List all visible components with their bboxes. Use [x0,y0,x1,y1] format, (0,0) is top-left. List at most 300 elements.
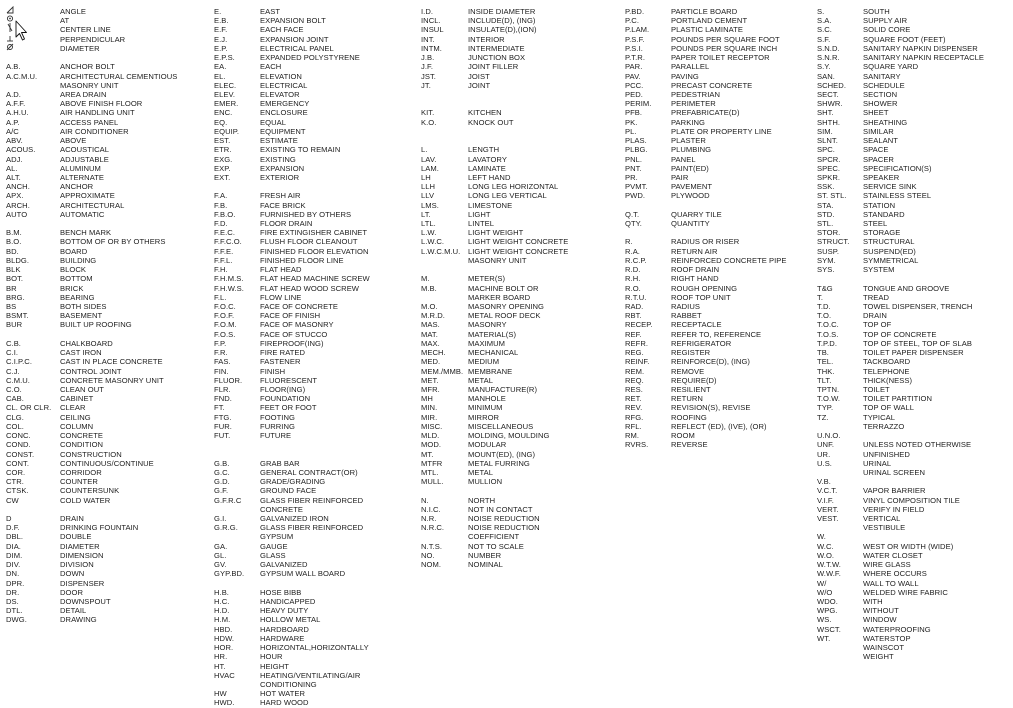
abbreviation: L.W. [421,228,437,238]
definition: GENERAL CONTRACT(OR) [260,467,358,477]
definition: RECEPTACLE [671,320,722,330]
definition: DRAIN [60,514,84,524]
definition: FIREPROOF(ING) [260,338,324,348]
abbreviation: A/C [6,126,19,136]
abbreviation: N. [421,495,429,505]
definition: REFLECT (ED), (IVE), (OR) [671,421,767,431]
definition: PLASTER [671,136,706,146]
definition: STATION [863,200,896,210]
abbreviation: R.D. [625,265,641,275]
definition: BOARD [60,246,88,256]
definition: ROOF DRAIN [671,265,720,275]
abbreviation: T&G [817,283,833,293]
abbreviation: U.N.O. [817,431,841,441]
definition: ARCHITECTURAL CEMENTIOUS [60,71,178,81]
abbreviation: W.C. [817,541,834,551]
definition: STANDARD [863,209,905,219]
abbreviation: MECH. [421,348,446,358]
definition: MINIMUM [468,403,503,413]
abbreviation: FIN. [214,366,229,376]
abbreviation: SECT. [817,89,839,99]
definition: JOINT [468,80,491,90]
definition: CORRIDOR [60,467,102,477]
abbreviation: SUSP. [817,246,840,256]
abbreviation: MIR. [421,412,438,422]
abbreviation: SPCR. [817,154,841,164]
definition: AIR CONDITIONER [60,126,129,136]
definition: COLUMN [60,421,94,431]
definition: GLASS FIBER REINFORCED [260,495,364,505]
definition: TACKBOARD [863,357,911,367]
abbreviation: S.A. [817,16,832,26]
abbreviation: DN. [6,569,20,579]
definition: CLEAR [60,403,86,413]
definition: HEATING/VENTILATING/AIR [260,670,361,680]
abbreviation: MAX. [421,338,440,348]
abbreviation: LT. [421,209,431,219]
abbreviation: TPTN. [817,384,840,394]
abbreviation: MTL. [421,467,439,477]
definition: MACHINE BOLT OR [468,283,539,293]
abbreviation: TEL. [817,357,834,367]
definition: CENTER LINE [60,25,111,35]
abbreviation: B.M. [6,228,22,238]
abbreviation: DWG. [6,615,27,625]
abbreviation: BLK [6,265,21,275]
definition: LIGHT WEIGHT [468,228,524,238]
abbreviation: G.R.G. [214,523,238,533]
definition: BOTTOM OF OR BY OTHERS [60,237,166,247]
definition: SERVICE SINK [863,182,917,192]
definition: FLOOR DRAIN [260,219,313,229]
definition: EXTERIOR [260,172,300,182]
abbreviation: INT. [421,34,435,44]
abbreviation: VERT. [817,504,839,514]
abbreviation: P.T.R. [625,53,645,63]
definition: MISCELLANEOUS [468,421,534,431]
definition: ALTERNATE [60,172,105,182]
abbreviation: AUTO [6,209,28,219]
abbreviation: SIM. [817,126,833,136]
definition: PRECAST CONCRETE [671,80,753,90]
definition: STORAGE [863,228,901,238]
abbreviation: H.B. [214,587,229,597]
abbreviation: H.C. [214,597,230,606]
abbreviation: LLH [421,182,436,192]
abbreviation: REV. [625,403,643,413]
abbreviation: MAS. [421,320,440,330]
definition: SCHEDULE [863,80,905,90]
definition: ENCLOSURE [260,108,308,118]
definition: EXPANSION JOINT [260,34,329,44]
abbreviation: I.D. [421,7,434,16]
abbreviation: BRG. [6,292,25,302]
definition: TERRAZZO [863,421,905,431]
abbreviation: NOM. [421,560,442,570]
definition: EXPANSION BOLT [260,16,326,26]
definition: MATERIAL(S) [468,329,517,339]
definition: CONTINUOUS/CONTINUE [60,458,154,468]
abbreviation: PNT. [625,163,642,173]
abbreviation: J.B. [421,53,435,63]
abbreviation: DTL. [6,606,23,616]
definition: SUPPLY AIR [863,16,908,26]
definition: PAINT(ED) [671,163,709,173]
definition: WITHOUT [863,606,899,616]
definition: DOWNSPOUT [60,597,111,606]
abbreviation: S.Y. [817,62,831,72]
abbreviation: N.R. [421,514,437,524]
angle-symbol-icon [4,5,30,53]
abbreviation: P.BD. [625,7,645,16]
definition: CHALKBOARD [60,338,113,348]
abbreviation: VEST. [817,514,839,524]
definition: VERIFY IN FIELD [863,504,925,514]
definition: HARDBOARD [260,624,309,634]
definition: TOWEL DISPENSER, TRENCH [863,302,973,311]
definition: SHEATHING [863,117,908,127]
definition: SANITARY NAPKIN RECEPTACLE [863,53,985,63]
abbreviation: V.C.T. [817,486,838,496]
abbreviation: F.D. [214,219,228,229]
definition: BRICK [60,283,84,293]
definition: REINFORCED CONCRETE PIPE [671,255,787,265]
definition: VESTIBULE [863,523,906,533]
abbreviation: CTSK. [6,486,29,496]
definition: WEST OR WIDTH (WIDE) [863,541,954,551]
abbreviation: ENC. [214,108,233,118]
definition: DIAMETER [60,43,100,53]
definition: FINISHED FLOOR ELEVATION [260,246,369,256]
definition: SPEAKER [863,172,900,182]
abbreviation: N.T.S. [421,541,442,551]
definition: MASONRY UNIT [468,255,527,265]
abbreviation: TLT. [817,375,832,385]
abbreviation: WPG. [817,606,838,616]
definition: QUARRY TILE [671,209,722,219]
definition: PAVEMENT [671,182,713,192]
definition: SPACER [863,154,894,164]
abbreviation: STD. [817,209,835,219]
abbreviation: D.F. [6,523,20,533]
abbreviation: CONST. [6,449,35,459]
abbreviation: REM. [625,366,645,376]
abbreviation: BR [6,283,17,293]
definition: MIRROR [468,412,500,422]
definition: STEEL [863,219,888,229]
abbreviation: RFL. [625,421,642,431]
abbreviation: GL. [214,550,227,560]
abbreviation: PWD. [625,191,646,201]
abbreviation: U.S. [817,458,832,468]
abbreviation: ALT. [6,172,21,182]
abbreviation: P.LAM. [625,25,650,35]
abbreviation: F.F.E. [214,246,234,256]
abbreviation: FTG. [214,412,232,422]
abbreviation: PCC. [625,80,644,90]
abbreviation: MT. [421,449,434,459]
definition: SQUARE YARD [863,62,919,72]
abbreviation: T.D. [817,302,831,311]
abbreviation: G.B. [214,458,230,468]
definition: FLAT HEAD WOOD SCREW [260,283,360,293]
definition: SYSTEM [863,265,895,275]
definition: LIMESTONE [468,200,513,210]
abbreviation: K.O. [421,117,437,127]
definition: TOP OF CONCRETE [863,329,937,339]
abbreviation: BUR [6,320,23,330]
abbreviation: SHT. [817,108,834,118]
definition: BEARING [60,292,95,302]
abbreviation: M.B. [421,283,437,293]
abbreviation: MET. [421,375,439,385]
definition: SPECIFICATION(S) [863,163,932,173]
abbreviation: PL. [625,126,637,136]
abbreviation: W/ [817,578,827,588]
definition: SANITARY [863,71,901,81]
definition: KNOCK OUT [468,117,514,127]
definition: RETURN AIR [671,246,718,256]
abbreviation: H.D. [214,606,230,616]
abbreviation: P.S.I. [625,43,643,53]
definition: ROOM [671,431,695,441]
abbreviation: LTL. [421,219,436,229]
definition: QUANTITY [671,219,710,229]
definition: FIRE RATED [260,348,306,358]
definition: ROOFING [671,412,707,422]
abbreviation: NO. [421,550,435,560]
definition: EXISTING [260,154,296,164]
abbreviation: ETR. [214,145,232,155]
abbreviation: T.P.D. [817,338,837,348]
abbreviation: SSK. [817,182,835,192]
definition: ABOVE FINISH FLOOR [60,99,143,109]
definition: ACCESS PANEL [60,117,119,127]
definition: HOUR [260,652,283,662]
definition: FLAT HEAD [260,265,302,275]
abbreviation: MH [421,394,433,404]
definition: RADIUS [671,302,700,311]
definition: MARKER BOARD [468,292,531,302]
definition: NOISE REDUCTION [468,523,540,533]
abbreviation: STRUCT. [817,237,850,247]
definition: PARALLEL [671,62,710,72]
definition: POUNDS PER SQUARE INCH [671,43,778,53]
definition: REQUIRE(D) [671,375,717,385]
abbreviation: P.S.F. [625,34,645,44]
abbreviation: TYP. [817,403,834,413]
symbol-glyphs [4,5,30,53]
abbreviation: ARCH. [6,200,30,210]
abbreviation: T.O.W. [817,394,841,404]
definition: RADIUS OR RISER [671,237,740,247]
abbreviation: MAT. [421,329,438,339]
definition: EACH FACE [260,25,304,35]
definition: COUNTERSUNK [60,486,120,496]
abbreviation: RBT. [625,311,642,321]
abbreviation: R.H. [625,274,641,284]
definition: PORTLAND CEMENT [671,16,748,26]
abbreviation: ELEC. [214,80,237,90]
abbreviation: RECEP. [625,320,653,330]
definition: PLASTIC LAMINATE [671,25,743,35]
abbreviation: L. [421,145,428,155]
definition: WATERPROOFING [863,624,931,634]
definition: TYPICAL [863,412,896,422]
definition: APPROXIMATE [60,191,115,201]
abbreviation: HR. [214,652,228,662]
abbreviation: R.T.U. [625,292,647,302]
definition: CEILING [60,412,91,422]
abbreviation: EXP. [214,163,231,173]
abbreviation: B.O. [6,237,22,247]
definition: SUSPEND(ED) [863,246,916,256]
abbreviation: BOT. [6,274,24,284]
definition: FASTENER [260,357,301,367]
abbreviation: HOR. [214,643,234,653]
definition: URINAL SCREEN [863,467,925,477]
abbreviation: R. [625,237,633,247]
definition: NUMBER [468,550,502,560]
abbreviation: SYM. [817,255,836,265]
abbreviation: EL. [214,71,226,81]
abbreviation: F.H. [214,265,228,275]
definition: LAVATORY [468,154,507,164]
definition: WALL TO WALL [863,578,919,588]
definition: UNFINISHED [863,449,910,459]
definition: GLASS FIBER REINFORCED [260,523,364,533]
definition: WATER CLOSET [863,550,923,560]
definition: PLYWOOD [671,191,710,201]
abbreviation: W/O [817,587,833,597]
abbreviation: STL. [817,219,834,229]
abbreviation: E.J. [214,34,228,44]
abbreviation: MTFR [421,458,443,468]
definition: LIGHT WEIGHT CONCRETE [468,237,569,247]
definition: ABOVE [60,136,87,146]
definition: FOUNDATION [260,394,311,404]
definition: EXISTING TO REMAIN [260,145,341,155]
abbreviation: REFR. [625,338,649,348]
abbreviation: DIV. [6,560,21,570]
definition: FEET OR FOOT [260,403,317,413]
abbreviation: R.C.P. [625,255,647,265]
definition: SYMMETRICAL [863,255,919,265]
definition: CONDITIONING [260,679,317,689]
abbreviation: KIT. [421,108,435,118]
abbreviation: F.O.C. [214,302,236,311]
abbreviation: CAB. [6,394,24,404]
abbreviation: ST. STL. [817,191,847,201]
abbreviation: FLUOR. [214,375,243,385]
abbreviation: F.B.O. [214,209,236,219]
definition: EQUIPMENT [260,126,306,136]
definition: PLUMBING [671,145,712,155]
abbreviation: JST. [421,71,436,81]
definition: GRADE/GRADING [260,477,326,487]
definition: LONG LEG VERTICAL [468,191,547,201]
abbreviation: RFG. [625,412,644,422]
abbreviation: L.W.C. [421,237,445,247]
abbreviation: F.B. [214,200,228,210]
abbreviation: EXG. [214,154,233,164]
definition: EACH [260,62,282,72]
definition: HOSE BIBB [260,587,302,597]
abbreviation: F.P. [214,338,227,348]
definition: WAINSCOT [863,643,905,653]
definition: UNLESS NOTED OTHERWISE [863,440,972,450]
abbreviation: DIM. [6,550,23,560]
abbreviation: H.M. [214,615,231,625]
definition: MEDIUM [468,357,500,367]
definition: SIMILAR [863,126,894,136]
definition: REVERSE [671,440,708,450]
abbreviation: WSCT. [817,624,841,634]
abbreviation: EXT. [214,172,231,182]
abbreviation: QTY. [625,219,642,229]
definition: FUTURE [260,431,292,441]
abbreviation: ABV. [6,136,23,146]
abbreviation: LAM. [421,163,439,173]
definition: SOLID CORE [863,25,911,35]
abbreviation: T. [817,292,824,302]
definition: DOWN [60,569,85,579]
definition: FACE OF FINISH [260,311,321,321]
definition: DRAWING [60,615,97,625]
definition: REGISTER [671,348,711,358]
abbreviation: BLDG. [6,255,30,265]
definition: PERIMETER [671,99,716,109]
abbreviation: MOD. [421,440,442,450]
definition: PARKING [671,117,705,127]
definition: FACE OF MASONRY [260,320,334,330]
definition: METAL [468,467,494,477]
definition: CAST IRON [60,348,102,358]
abbreviation: F.H.W.S. [214,283,244,293]
definition: RESILIENT [671,384,711,394]
definition: ALUMINUM [60,163,101,173]
definition: LENGTH [468,145,500,155]
definition: PANEL [671,154,696,164]
abbreviation: PAR. [625,62,643,72]
abbreviation: E.F. [214,25,228,35]
definition: TOP OF STEEL, TOP OF SLAB [863,338,973,348]
definition: EXPANSION [260,163,305,173]
abbreviation: GA. [214,541,228,551]
abbreviation: W.T.W. [817,560,841,570]
definition: DRINKING FOUNTAIN [60,523,139,533]
definition: HORIZONTAL,HORIZONTALLY [260,643,369,653]
definition: NOT TO SCALE [468,541,524,551]
definition: STRUCTURAL [863,237,915,247]
abbreviation: PVMT. [625,182,648,192]
definition: SEALANT [863,136,898,146]
abbreviation: REINF. [625,357,650,367]
abbreviation: G.F. [214,486,229,496]
definition: COEFFICIENT [468,532,520,542]
definition: DOUBLE [60,532,92,542]
abbreviation: C.J. [6,366,20,376]
definition: KITCHEN [468,108,502,118]
definition: FACE OF STUCCO [260,329,328,339]
abbreviation: L.W.C.M.U. [421,246,461,256]
abbreviation: BS [6,302,17,311]
definition: WHERE OCCURS [863,569,927,579]
abbreviation: F.O.M. [214,320,237,330]
definition: ELEVATION [260,71,302,81]
abbreviation: REQ. [625,375,644,385]
definition: URINAL [863,458,892,468]
